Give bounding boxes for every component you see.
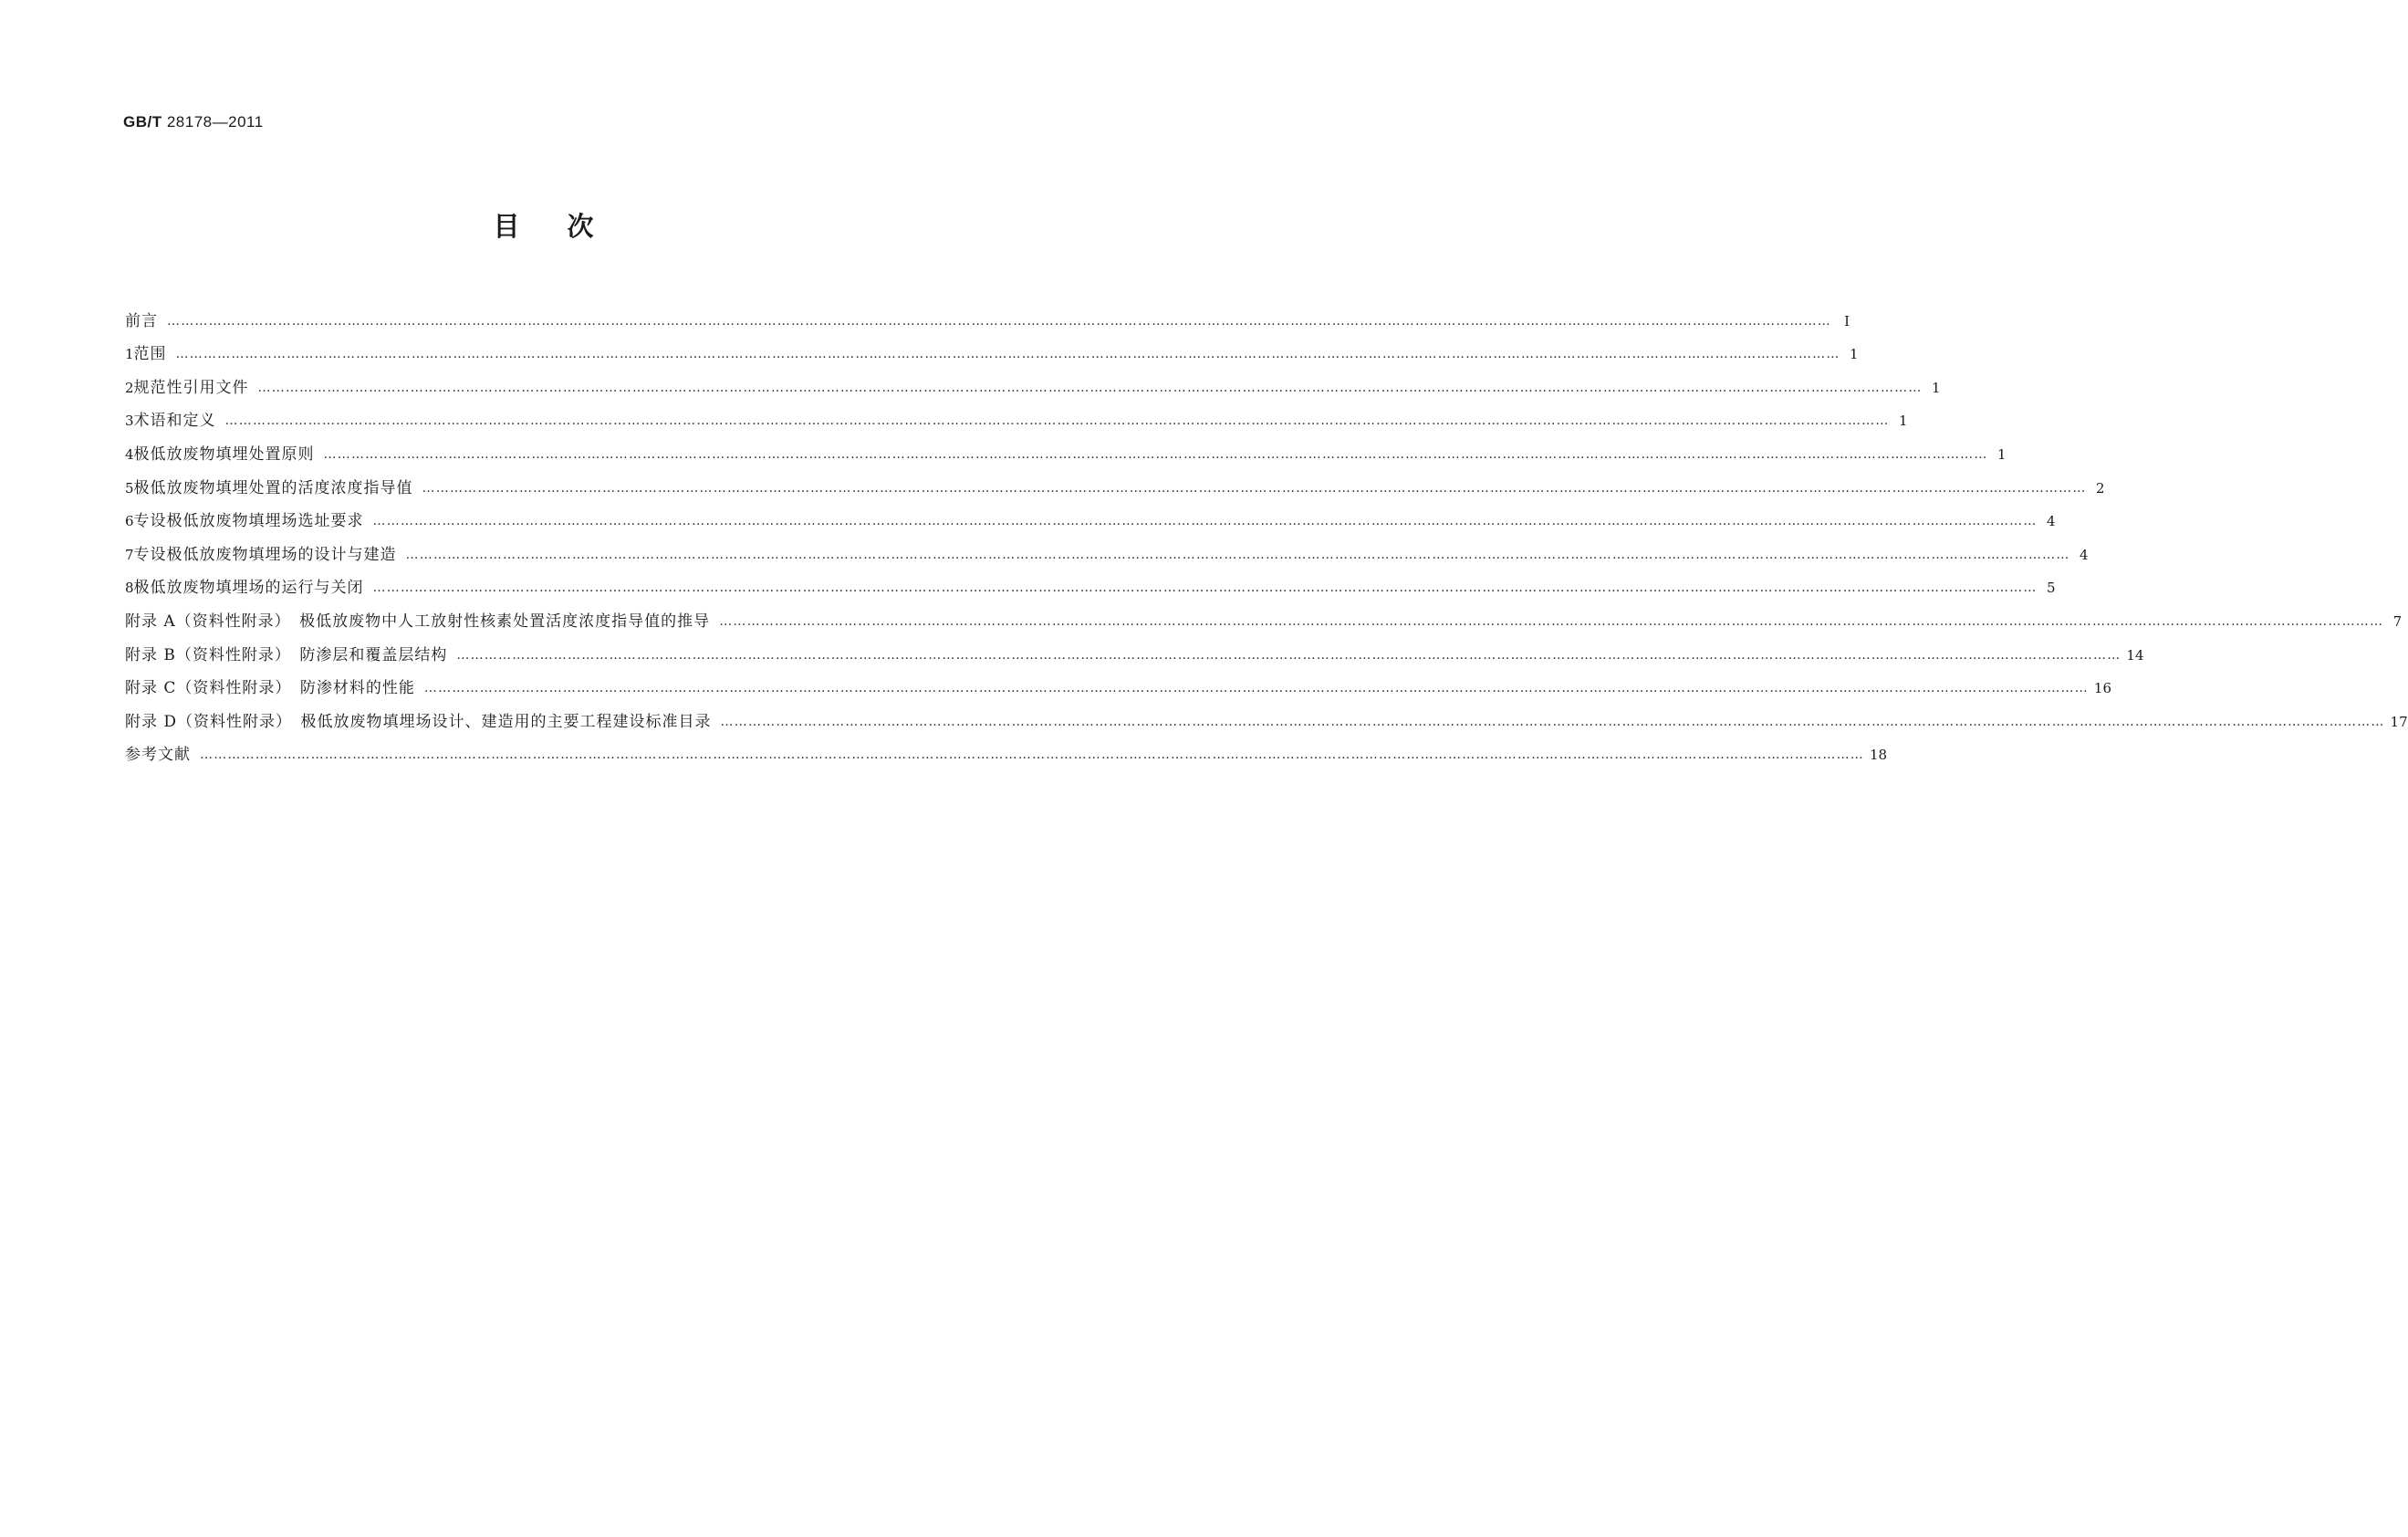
toc-entry-label: 附录 D（资料性附录） 极低放废物填埋场设计、建造用的主要工程建设标准目录 xyxy=(125,712,712,731)
toc-entry-page: Ⅰ xyxy=(1844,312,1850,329)
toc-entry-label: 前言 xyxy=(125,311,158,330)
toc-entry[interactable] xyxy=(125,565,2056,599)
toc-leader-dots: ……………………………………………………………………………………………………………………………………………………………………………………………………………………………………………………………………………………………………………………………… xyxy=(175,347,1840,362)
toc-leader-dots: ……………………………………………………………………………………………………………………………………………………………………………………………………………………………………………………………………………………………………………………………… xyxy=(405,547,2070,562)
toc-entry-label: 参考文献 xyxy=(125,746,191,765)
toc-entry[interactable] xyxy=(125,698,2408,732)
toc-entry-label: 附录 A（资料性附录） 极低放废物中人工放射性核素处置活度浓度指导值的推导 xyxy=(125,612,711,631)
toc-entry-label: 极低放废物填埋处置原则 xyxy=(133,444,315,464)
toc-entry[interactable] xyxy=(125,665,2112,699)
standard-number: 28178—2011 xyxy=(166,113,264,131)
toc-entry-page: 5 xyxy=(2047,580,2056,597)
table-of-contents xyxy=(125,298,2408,765)
toc-leader-dots: ……………………………………………………………………………………………………………………………………………………………………………………………………………………………………………………………………………………………………………………………… xyxy=(224,413,1890,429)
toc-entry-label: 范围 xyxy=(133,345,167,364)
toc-entry[interactable] xyxy=(125,298,1850,331)
toc-entry-label: 规范性引用文件 xyxy=(133,378,249,397)
toc-entry-number: 3 xyxy=(125,413,134,430)
toc-leader-dots: ……………………………………………………………………………………………………………………………………………………………………………………………………………………………………………………………………………………………………………………………… xyxy=(719,613,2384,629)
toc-entry-number: 1 xyxy=(125,346,134,363)
toc-entry-label: 附录 C（资料性附录） 防渗材料的性能 xyxy=(125,679,415,698)
toc-leader-dots: ……………………………………………………………………………………………………………………………………………………………………………………………………………………………………………………………………………………………………………………………… xyxy=(456,647,2121,663)
toc-entry-number: 7 xyxy=(125,546,134,563)
toc-entry-number: 4 xyxy=(125,445,134,463)
toc-entry-page: 16 xyxy=(2093,680,2112,697)
page-title: 目次 xyxy=(493,211,641,242)
toc-entry-number: 5 xyxy=(125,479,134,497)
toc-entry-number: 8 xyxy=(125,580,134,597)
toc-entry-label: 术语和定义 xyxy=(133,412,216,431)
toc-entry[interactable] xyxy=(125,598,2403,632)
toc-entry[interactable] xyxy=(125,364,1941,398)
toc-entry-page: 1 xyxy=(1850,346,1859,363)
toc-entry-label: 附录 B（资料性附录） 防渗层和覆盖层结构 xyxy=(125,645,448,664)
toc-leader-dots: ……………………………………………………………………………………………………………………………………………………………………………………………………………………………………………………………………………………………………………………………… xyxy=(200,748,1864,763)
toc-leader-dots: ……………………………………………………………………………………………………………………………………………………………………………………………………………………………………………………………………………………………………………………………… xyxy=(257,380,1923,395)
toc-entry-page: 14 xyxy=(2126,646,2144,664)
toc-entry[interactable] xyxy=(125,498,2056,532)
toc-entry-page: 1 xyxy=(1997,445,2007,463)
toc-entry[interactable] xyxy=(125,732,1888,766)
toc-entry[interactable] xyxy=(125,465,2105,498)
toc-entry[interactable] xyxy=(125,632,2144,665)
toc-entry-page: 18 xyxy=(1870,747,1888,764)
standard-code xyxy=(123,113,264,131)
toc-entry-number: 2 xyxy=(125,379,134,396)
toc-leader-dots: ……………………………………………………………………………………………………………………………………………………………………………………………………………………………………………………………………………………………………………………………… xyxy=(372,580,2038,596)
toc-entry-label: 专设极低放废物填埋场的设计与建造 xyxy=(133,545,397,564)
toc-entry[interactable] xyxy=(125,431,2007,465)
toc-entry-page: 17 xyxy=(2390,713,2408,730)
toc-leader-dots: ……………………………………………………………………………………………………………………………………………………………………………………………………………………………………………………………………………………………………………………………… xyxy=(323,446,1988,462)
toc-leader-dots: ……………………………………………………………………………………………………………………………………………………………………………………………………………………………………………………………………………………………………………………………… xyxy=(423,681,2089,696)
toc-entry[interactable] xyxy=(125,531,2089,565)
toc-entry[interactable] xyxy=(125,331,1859,365)
toc-entry-page: 1 xyxy=(1932,379,1941,396)
toc-entry-label: 极低放废物填埋场的运行与关闭 xyxy=(133,579,364,598)
toc-leader-dots: ……………………………………………………………………………………………………………………………………………………………………………………………………………………………………………………………………………………………………………………………… xyxy=(720,714,2385,729)
toc-entry-label: 专设极低放废物填埋场选址要求 xyxy=(133,512,364,531)
toc-entry-page: 2 xyxy=(2096,479,2105,497)
toc-entry-page: 1 xyxy=(1899,413,1908,430)
toc-leader-dots: ……………………………………………………………………………………………………………………………………………………………………………………………………………………………………………………………………………………………………………………………… xyxy=(372,514,2038,529)
toc-leader-dots: ……………………………………………………………………………………………………………………………………………………………………………………………………………………………………………………………………………………………………………………………… xyxy=(167,313,1831,329)
toc-entry-label: 极低放废物填埋处置的活度浓度指导值 xyxy=(133,478,413,497)
toc-entry-page: 4 xyxy=(2047,513,2056,530)
standard-prefix: GB/T xyxy=(123,113,162,131)
toc-entry-number: 6 xyxy=(125,513,134,530)
toc-entry-page: 7 xyxy=(2392,612,2403,630)
toc-entry[interactable] xyxy=(125,398,1908,432)
toc-entry-page: 4 xyxy=(2080,546,2089,563)
toc-leader-dots: ……………………………………………………………………………………………………………………………………………………………………………………………………………………………………………………………………………………………………………………………… xyxy=(422,480,2087,496)
